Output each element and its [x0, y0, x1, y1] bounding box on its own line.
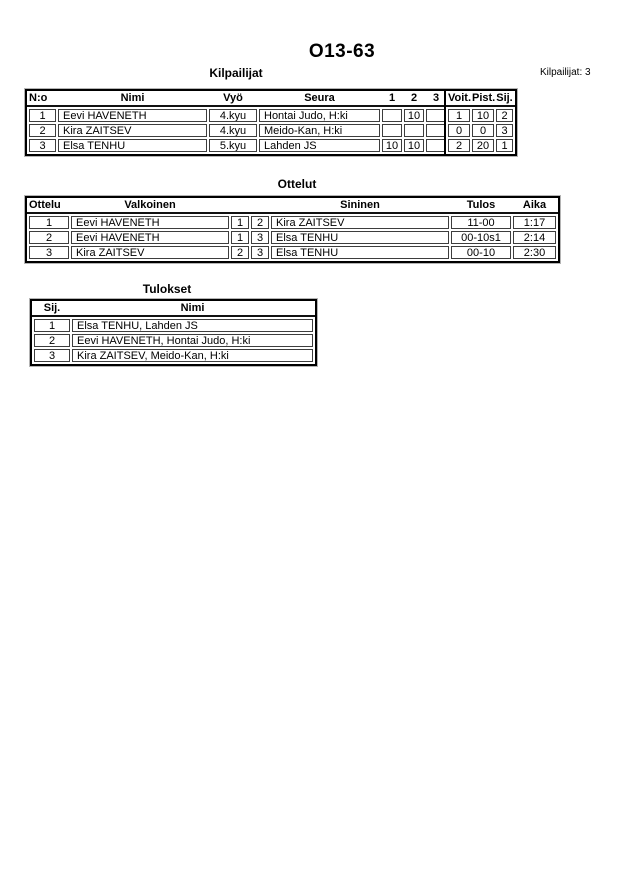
table-cell: Elsa TENHU, Lahden JS: [72, 319, 313, 332]
table-cell: 2: [496, 109, 513, 122]
table-cell: Kira ZAITSEV: [71, 246, 229, 259]
table-cell: 1:17: [513, 216, 556, 229]
table-cell: 3: [34, 349, 70, 362]
column-header: Nimi: [120, 92, 145, 104]
table-cell: 0: [472, 124, 494, 137]
table-cell: 2: [448, 139, 470, 152]
table-cell: [382, 109, 402, 122]
column-header: Pist.: [472, 92, 496, 104]
table-cell: 2: [29, 231, 69, 244]
table-cell: [382, 124, 402, 137]
column-header: Seura: [304, 92, 335, 104]
matches-table-header: [27, 198, 558, 214]
table-cell: 1: [34, 319, 70, 332]
table-cell: 5.kyu: [209, 139, 257, 152]
table-cell: [404, 124, 424, 137]
table-cell: 10: [472, 109, 494, 122]
table-cell: 20: [472, 139, 494, 152]
column-header: 3: [432, 92, 440, 104]
table-cell: Kira ZAITSEV: [271, 216, 449, 229]
table-cell: 2:30: [513, 246, 556, 259]
table-cell: 10: [404, 139, 424, 152]
table-cell: 10: [404, 109, 424, 122]
table-cell: Kira ZAITSEV: [58, 124, 207, 137]
column-header: Sininen: [340, 199, 380, 211]
table-cell: Eevi HAVENETH, Hontai Judo, H:ki: [72, 334, 313, 347]
results-table-header: [32, 301, 315, 317]
table-cell: 2: [29, 124, 56, 137]
competitors-count: Kilpailijat: 3: [540, 67, 591, 78]
summary-divider-line: [444, 91, 446, 154]
results-table: [30, 299, 317, 366]
table-cell: Meido-Kan, H:ki: [259, 124, 380, 137]
table-cell: Elsa TENHU: [58, 139, 207, 152]
table-cell: 0: [448, 124, 470, 137]
section-heading-results: Tulokset: [142, 282, 192, 296]
table-cell: Hontai Judo, H:ki: [259, 109, 380, 122]
column-header: Nimi: [180, 302, 205, 314]
page-title: O13-63: [308, 41, 376, 62]
table-cell: Eevi HAVENETH: [71, 216, 229, 229]
column-header: Sij.: [496, 92, 513, 104]
table-cell: Elsa TENHU: [271, 231, 449, 244]
table-cell: 1: [231, 216, 249, 229]
column-header: Valkoinen: [124, 199, 176, 211]
competitors-table: [25, 89, 517, 156]
column-header: Voit.: [448, 92, 472, 104]
column-header: Ottelu: [29, 199, 61, 211]
table-cell: 10: [382, 139, 402, 152]
table-cell: 1: [29, 216, 69, 229]
table-cell: 3: [29, 139, 56, 152]
column-header: Tulos: [466, 199, 496, 211]
table-cell: 4.kyu: [209, 109, 257, 122]
section-heading-matches: Ottelut: [277, 177, 317, 191]
table-cell: 3: [496, 124, 513, 137]
column-header: N:o: [29, 92, 48, 104]
table-cell: Lahden JS: [259, 139, 380, 152]
table-cell: 1: [496, 139, 513, 152]
table-cell: 2: [231, 246, 249, 259]
results-table-body: [32, 317, 315, 364]
table-cell: Eevi HAVENETH: [71, 231, 229, 244]
table-cell: 3: [251, 231, 269, 244]
table-cell: 1: [231, 231, 249, 244]
column-header: 1: [388, 92, 396, 104]
competitors-table-header: [27, 91, 515, 107]
table-cell: 3: [29, 246, 69, 259]
matches-table: [25, 196, 560, 263]
column-header: Aika: [522, 199, 547, 211]
competitors-table-body: [27, 107, 515, 154]
table-cell: 2: [251, 216, 269, 229]
column-header: Sij.: [43, 302, 61, 314]
table-cell: 00-10s1: [451, 231, 511, 244]
table-cell: Elsa TENHU: [271, 246, 449, 259]
table-cell: 4.kyu: [209, 124, 257, 137]
table-cell: 1: [29, 109, 56, 122]
table-cell: 2: [34, 334, 70, 347]
table-cell: 1: [448, 109, 470, 122]
column-header: Vyö: [223, 92, 243, 104]
table-cell: [426, 139, 446, 152]
table-cell: [426, 109, 446, 122]
table-cell: 00-10: [451, 246, 511, 259]
table-cell: 3: [251, 246, 269, 259]
section-heading-competitors: Kilpailijat: [209, 66, 263, 80]
table-cell: Eevi HAVENETH: [58, 109, 207, 122]
matches-table-body: [27, 214, 558, 261]
table-cell: Kira ZAITSEV, Meido-Kan, H:ki: [72, 349, 313, 362]
column-header: 2: [410, 92, 418, 104]
table-cell: [426, 124, 446, 137]
table-cell: 2:14: [513, 231, 556, 244]
table-cell: 11-00: [451, 216, 511, 229]
